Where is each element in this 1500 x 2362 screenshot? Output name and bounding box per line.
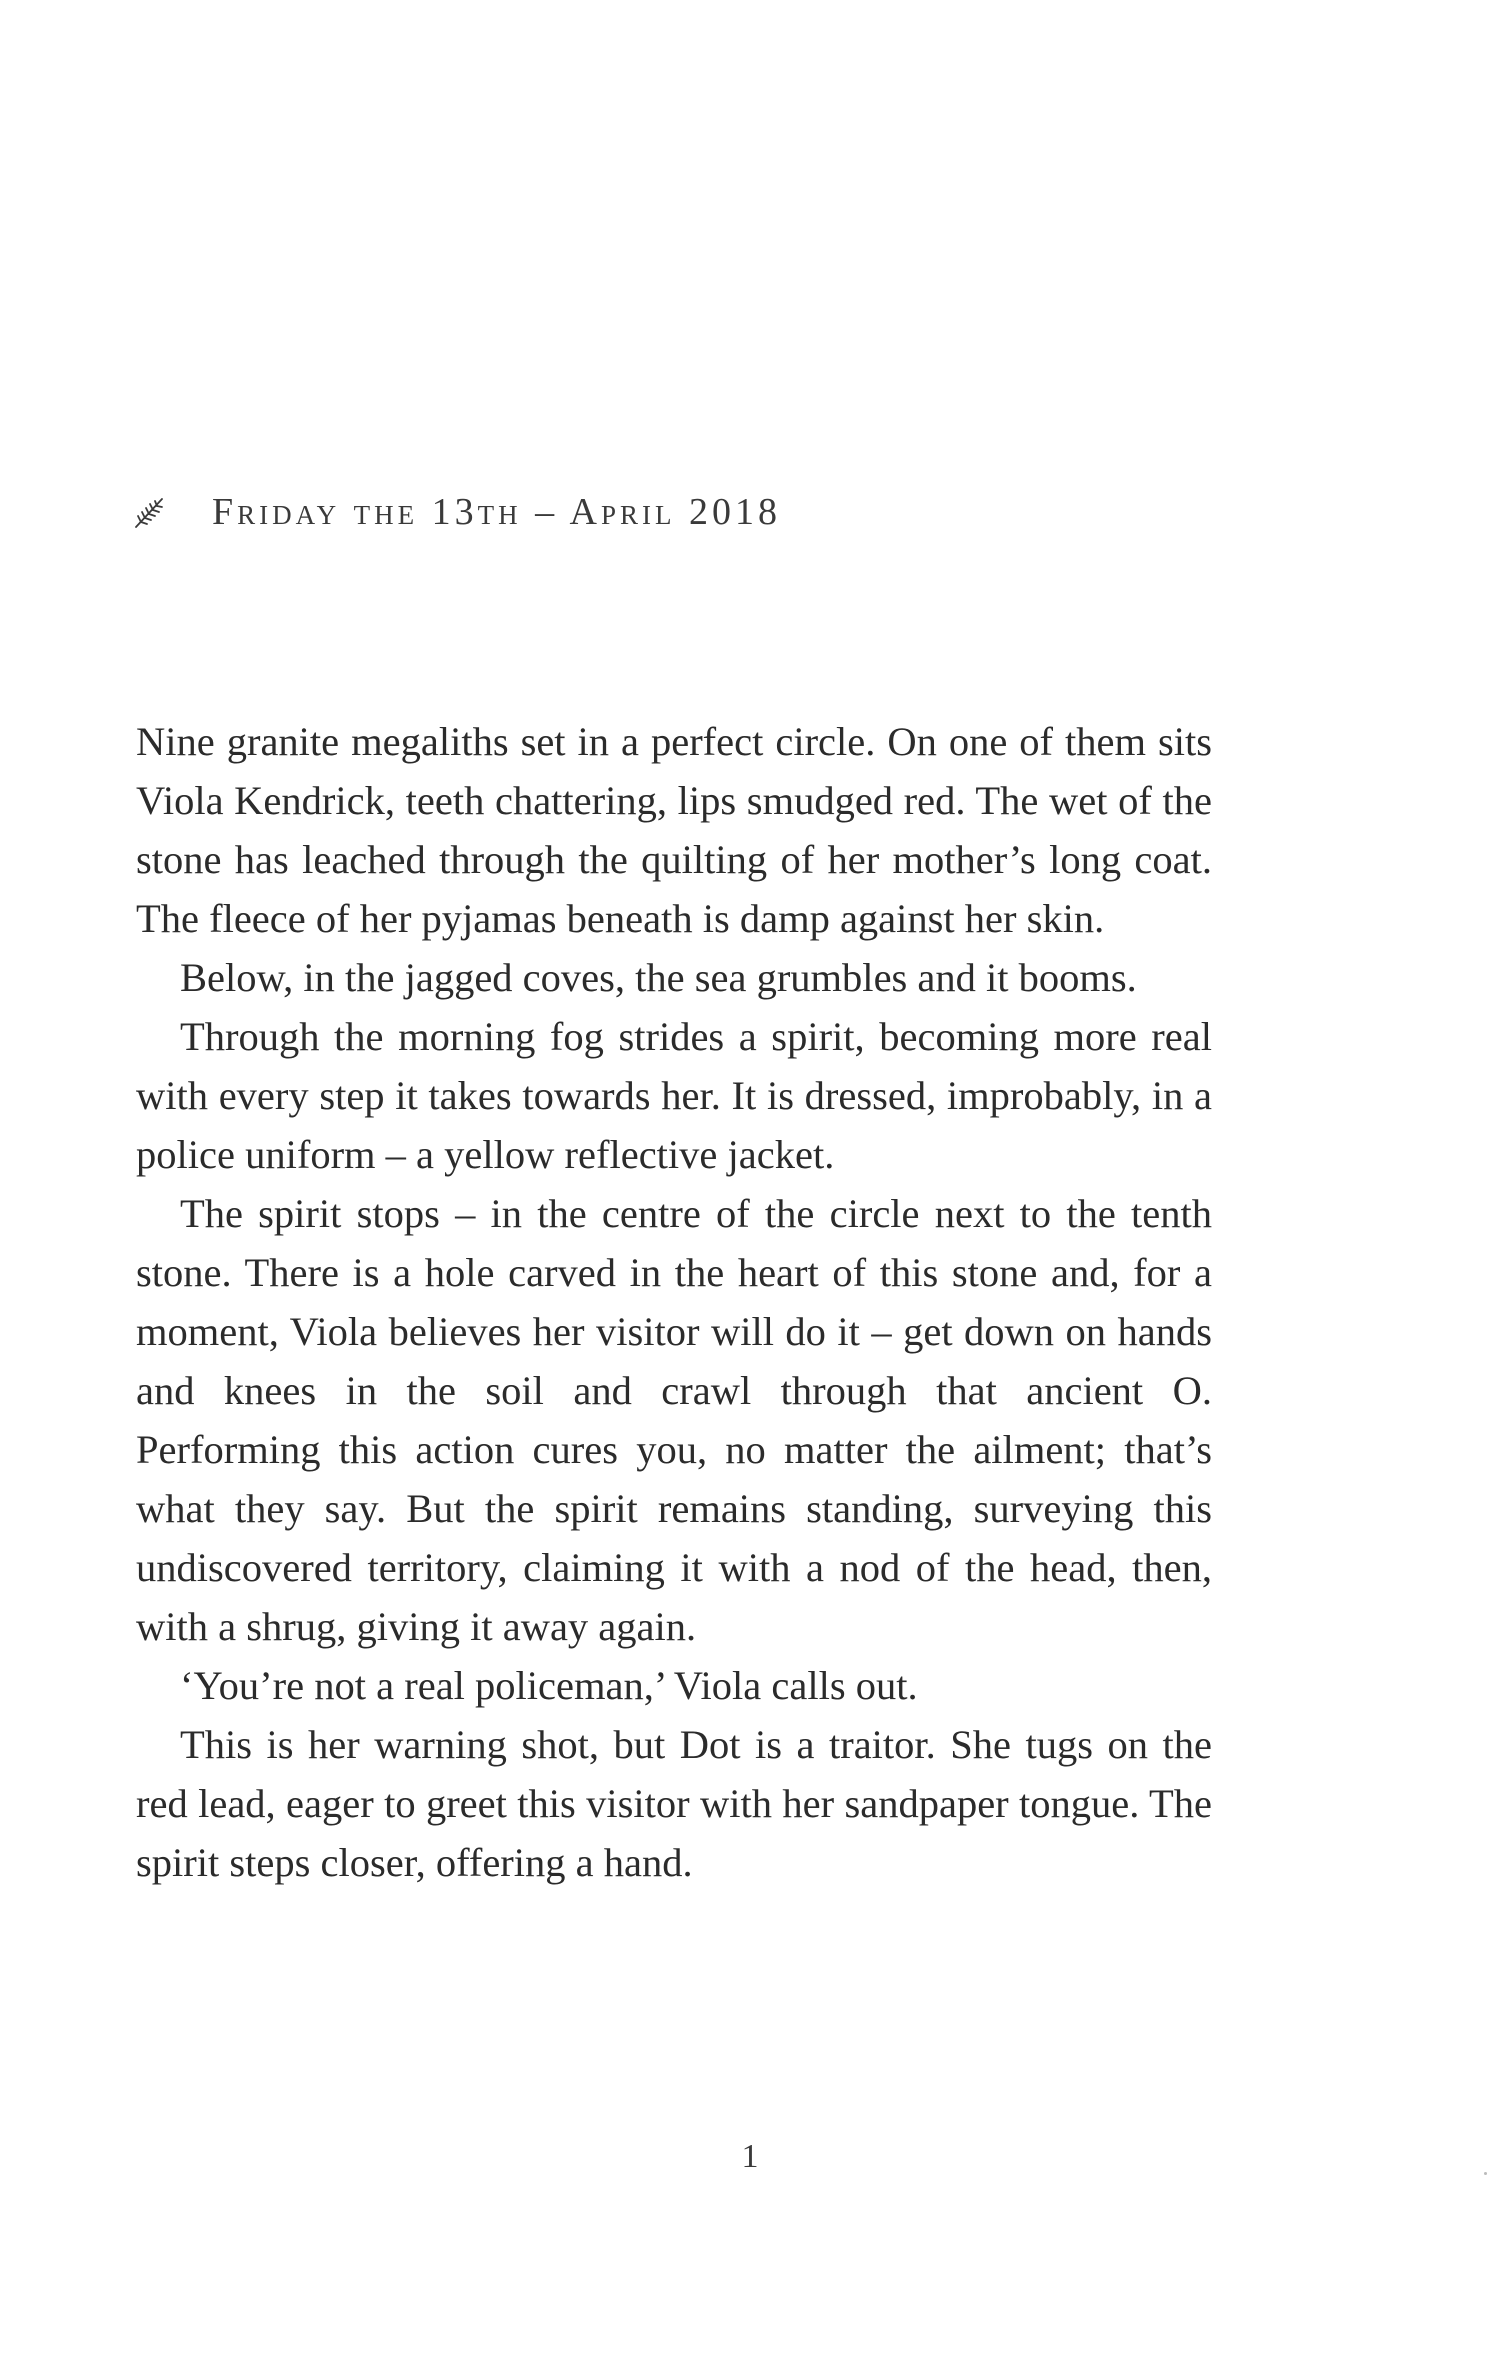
paragraph: Through the morning fog strides a spirit, becoming more real with every step it takes towards her. It is dressed, improbably, in a police uniform – a yellow reflective jacket. <box>136 1014 1212 1177</box>
paragraph: Below, in the jagged coves, the sea grumbles and it booms. <box>180 955 1137 1000</box>
chapter-title: Friday the 13th – April 2018 <box>212 491 781 533</box>
body-text <box>136 712 1212 1892</box>
paragraph: Nine granite megaliths set in a perfect circle. On one of them sits Viola Kendrick, teeth chattering, lips smudged red. The wet of the stone has leached through the quilting of her mother’s long coat. The fleece of her pyjamas beneath is damp against her skin. <box>136 719 1212 941</box>
paragraph: ‘You’re not a real policeman,’ Viola calls out. <box>180 1663 918 1708</box>
fern-icon <box>132 494 168 530</box>
paragraph: The spirit stops – in the centre of the circle next to the tenth stone. There is a hole carved in the heart of this stone and, for a moment, Viola believes her visitor will do it – get down on hands and knees in the soil and crawl through that ancient O. Performing this action cures you, no matter the ailment; that’s what they say. But the spirit remains standing, surveying this undiscovered territory, claiming it with a nod of the head, then, with a shrug, giving it away again. <box>136 1191 1212 1649</box>
page-number: 1 <box>741 2138 759 2175</box>
paragraph: This is her warning shot, but Dot is a traitor. She tugs on the red lead, eager to greet this visitor with her sandpaper tongue. The spirit steps closer, offering a hand. <box>136 1722 1212 1885</box>
print-speck <box>1484 2172 1487 2175</box>
chapter-heading <box>132 488 781 534</box>
